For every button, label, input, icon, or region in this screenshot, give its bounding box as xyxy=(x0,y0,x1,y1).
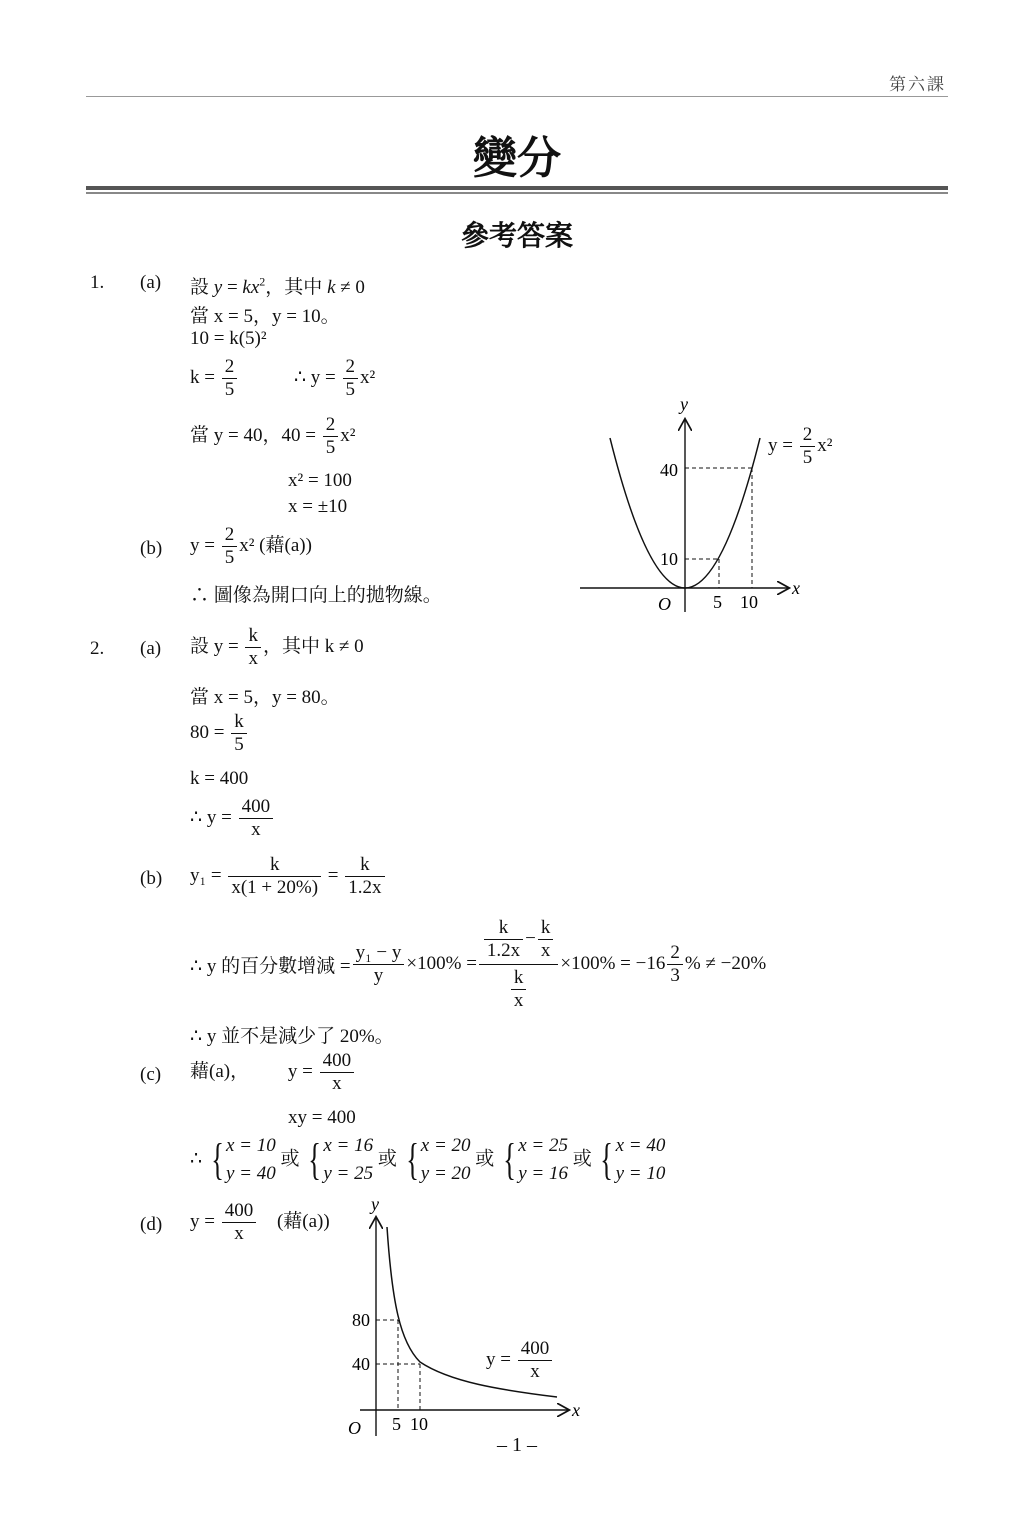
lesson-label: 第六課 xyxy=(889,75,946,94)
q1b-line2: ∴ 圖像為開口向上的拋物線。 xyxy=(190,585,442,606)
y-axis-label: y xyxy=(680,394,688,414)
y-tick-80: 80 xyxy=(352,1310,370,1330)
y-tick-40: 40 xyxy=(352,1354,370,1374)
origin-label: O xyxy=(348,1418,361,1438)
q1a-line6: x² = 100 xyxy=(288,470,352,491)
q2c-label: (c) xyxy=(140,1064,162,1085)
x-tick-10: 10 xyxy=(410,1414,428,1434)
q2d-line1: y = $\frac{400}{x}$ (藉(a)) xyxy=(190,1200,330,1244)
q2a-line1: 設 y = $\frac{k}{x}$ ，其中 k ≠ 0 xyxy=(190,625,364,669)
q2b-line1: y₁ = $\frac{k}{x(1 + 20\%)}$ = $\frac{k}{1.2x}$ xyxy=(190,854,387,899)
q2a-line3: 80 = $\frac{k}{5}$ xyxy=(190,711,249,756)
title-rule-thin xyxy=(86,192,948,194)
q2b-line3: ∴ y 並不是減少了 20%。 xyxy=(190,1026,394,1047)
parabola-label: y = $\frac{2}{5}$ x² xyxy=(768,424,833,468)
x-tick-5: 5 xyxy=(392,1414,401,1434)
q2a-line5: ∴ y = $\frac{400}{x}$ xyxy=(190,796,275,841)
y-axis-label: y xyxy=(371,1194,379,1214)
q1a-line7: x = ±10 xyxy=(288,496,348,517)
q2c-line1: 藉(a)， y = $\frac{400}{x}$ xyxy=(190,1050,356,1095)
y-tick-40: 40 xyxy=(660,460,678,480)
q1a-line5: 當 y = 40，40 = $\frac{2}{5}$ x² xyxy=(190,414,356,458)
q2c-line2: xy = 400 xyxy=(288,1107,356,1128)
q1b-label: (b) xyxy=(140,538,163,559)
q1-number: 1. xyxy=(90,272,105,293)
q2d-label: (d) xyxy=(140,1214,163,1235)
hyperbola-graph xyxy=(340,1192,600,1442)
q1a-line1: 設 $y = kx^2$，其中 k ≠ 0 xyxy=(190,274,365,298)
hyperbola-label: y = $\frac{400}{x}$ xyxy=(486,1338,554,1383)
q2a-line4: k = 400 xyxy=(190,768,249,789)
x-axis-label: x xyxy=(572,1400,580,1420)
x-axis-label: x xyxy=(792,578,800,598)
q2b-label: (b) xyxy=(140,868,163,889)
q1a-line3: 10 = k(5)² xyxy=(190,328,267,349)
title-rule-thick xyxy=(86,186,948,190)
header-rule xyxy=(86,96,948,97)
q1b-line1: y = $\frac{2}{5}$ x² (藉(a)) xyxy=(190,524,312,568)
page-number: – 1 – xyxy=(497,1434,537,1456)
q2a-label: (a) xyxy=(140,638,162,659)
page-subtitle: 參考答案 xyxy=(460,219,573,252)
q2-number: 2. xyxy=(90,638,105,659)
q2a-line2: 當 x = 5，y = 80。 xyxy=(190,687,340,708)
origin-label: O xyxy=(658,594,671,614)
x-tick-5: 5 xyxy=(713,592,722,612)
x-tick-10: 10 xyxy=(740,592,758,612)
page-title: 變分 xyxy=(473,133,561,184)
q1a-label: (a) xyxy=(140,272,162,293)
q2b-line2: ∴ y 的百分數增減 = $\frac{\text{y₁ − y}}{y}$ ×100% = $\frac{k}{1.2x}$ − $\frac{k}{x}$ $\frac{k}{x}$ ×100% = −16 $\frac{2}{3}$ % ≠ −20% xyxy=(190,916,767,1011)
y-tick-10: 10 xyxy=(660,549,678,569)
q1a-line2: 當 x = 5，y = 10。 xyxy=(190,306,340,327)
q2c-solutions: ∴ { x = 10 y = 40 或 { x = 16 y = 25 或 { x = 20 y = 20 或 { x = 25 y = 16 或 { x = 40 y = 10 xyxy=(190,1135,666,1184)
q1a-line4: k = $\frac{2}{5}$ ∴ y = $\frac{2}{5}$ x² xyxy=(190,356,376,400)
